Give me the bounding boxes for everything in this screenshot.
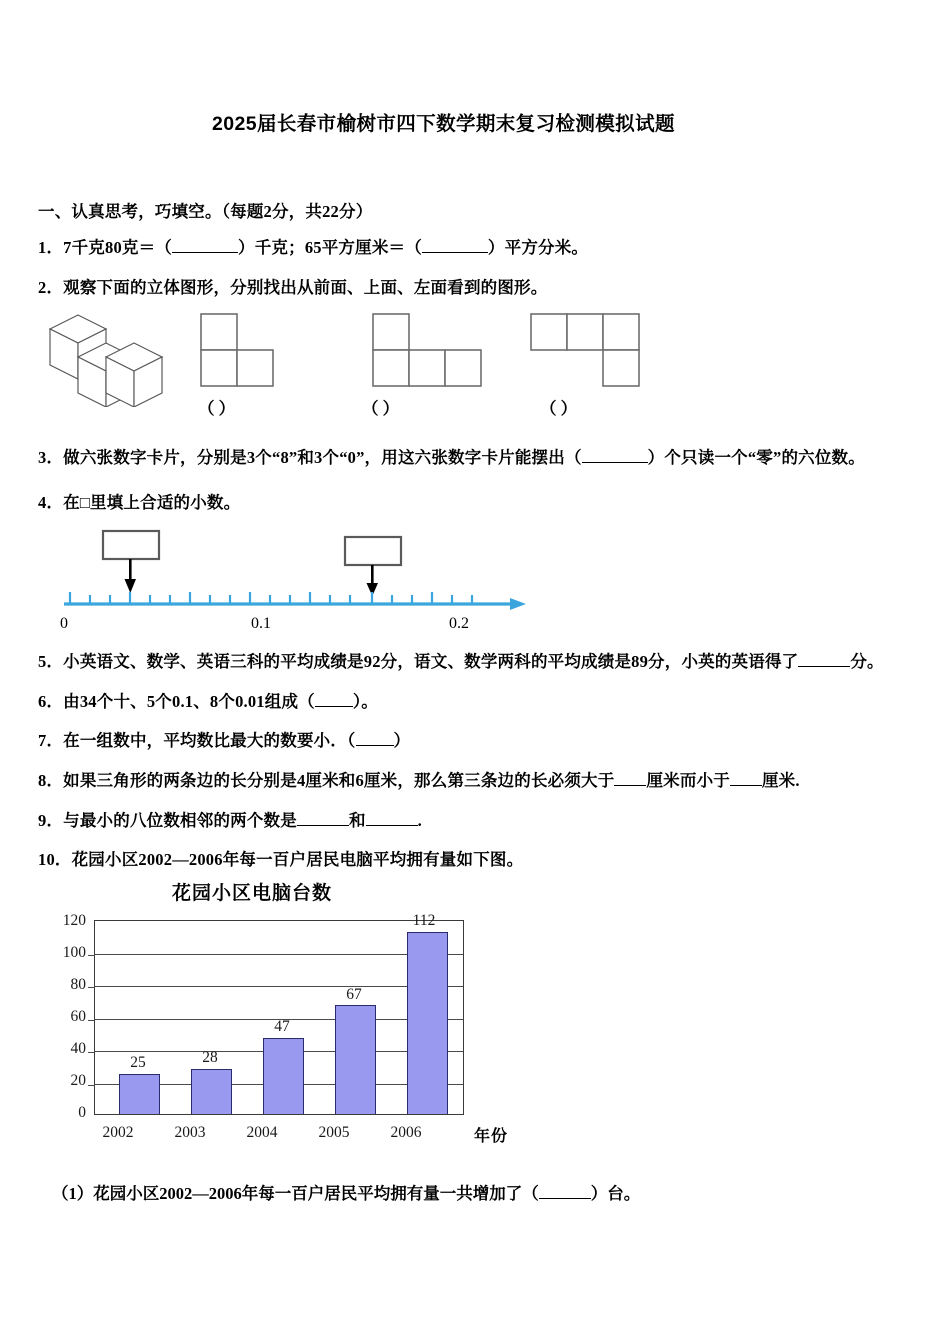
y-tick-20: 20 [70,1072,86,1090]
bar-2006[interactable] [407,932,448,1114]
solid-figure-3d [44,309,214,412]
y-tick-80: 80 [70,976,86,994]
question-6-number: 6． [38,691,64,711]
y-tick-100: 100 [62,944,86,962]
y-tick-60: 60 [70,1008,86,1026]
bar-value-2003: 28 [202,1049,218,1067]
question-5 [0,649,950,676]
question-1-blank-1[interactable] [172,252,238,253]
sub-question-1-text-a: 花园小区2002—2006年每一百户居民平均拥有量一共增加了（ [93,1184,539,1204]
question-3-text-a: 做六张数字卡片，分别是3个“8”和3个“0”，用这六张数字卡片能摆出（ [63,448,582,468]
section-heading: 一、认真思考，巧填空。（每题2分，共22分） [38,202,373,221]
bar-value-2002: 25 [130,1054,146,1072]
computer-count-bar-chart [0,878,950,1168]
question-9-number: 9． [38,810,64,830]
view-option-1-answer[interactable]: （ ） [198,399,236,419]
chart-title: 花园小区电脑台数 [172,883,333,905]
question-9-text-b: 和 [348,810,366,830]
question-2-text: 观察下面的立体图形，分别找出从前面、上面、左面看到的图形。 [63,277,548,297]
question-8 [0,768,950,795]
question-9-blank-1[interactable] [297,825,349,826]
question-3 [0,445,950,472]
question-9 [0,808,950,835]
question-1-text-c: ）平方分米。 [487,238,589,257]
question-9-blank-2[interactable] [366,825,418,826]
y-tick-120: 120 [62,912,86,930]
question-4-text: 在□里填上合适的小数。 [63,493,241,513]
question-1 [0,235,950,262]
numberline-box-1 [103,531,159,559]
question-2-number: 2． [38,277,64,297]
question-8-text-c: 厘米. [761,771,800,791]
bar-value-2005: 67 [346,986,362,1004]
x-axis-label: 年份 [474,1128,509,1146]
question-3-text-b: ）个只读一个“零”的六位数。 [647,448,865,468]
question-8-blank-2[interactable] [730,785,762,786]
numberline-label-01: 0.1 [251,614,271,632]
question-5-blank[interactable] [798,666,850,667]
view-option-1[interactable] [198,311,292,394]
question-10 [0,847,950,874]
question-4-number: 4． [38,493,64,513]
sub-question-1-blank[interactable] [539,1198,591,1199]
y-tick-0: 0 [78,1104,86,1122]
question-7-number: 7． [38,731,64,751]
question-2 [0,275,950,302]
question-5-text-b: 分。 [850,651,884,671]
solid-figure-svg [44,309,214,407]
question-10-text: 花园小区2002—2006年每一百户居民电脑平均拥有量如下图。 [71,850,524,870]
question-1-blank-2[interactable] [422,252,488,253]
question-9-text-c: . [417,810,422,830]
question-9-text-a: 与最小的八位数相邻的两个数是 [63,810,297,830]
question-5-text-a: 小英语文、数学、英语三科的平均成绩是92分，语文、数学两科的平均成绩是89分，小英的英语得了 [63,651,799,671]
view-option-3-answer[interactable]: （ ） [540,399,578,419]
view-option-2-svg [370,311,500,389]
numberline-arrowhead [510,598,526,610]
view-option-2[interactable] [370,311,500,394]
view-option-2-answer[interactable]: （ ） [362,399,400,419]
question-1-number: 1． [38,238,64,257]
question-6-text-b: ）。 [352,691,379,711]
x-tick-2002: 2002 [102,1124,134,1142]
page-title: 2025届长春市榆树市四下数学期末复习检测模拟试题 [212,113,675,135]
numberline-arrow-1 [125,559,137,593]
view-option-3-svg [528,311,658,389]
question-5-number: 5． [38,651,64,671]
bar-value-2006: 112 [412,912,436,930]
question-8-text-b: 厘米而小于 [646,771,730,791]
question-8-number: 8． [38,771,64,791]
question-8-blank-1[interactable] [614,785,646,786]
question-6 [0,689,950,716]
numberline-arrow-2 [367,565,379,596]
numberline-label-02: 0.2 [449,614,469,632]
question-3-blank[interactable] [582,462,648,463]
bar-2002[interactable] [119,1074,160,1115]
y-tick-40: 40 [70,1040,86,1058]
question-10-number: 10． [38,850,72,870]
question-6-text-a: 由34个十、5个0.1、8个0.01组成（ [63,691,315,711]
numberline-box-2 [345,537,401,565]
question-7 [0,728,950,755]
question-4-numberline [0,523,950,643]
view-option-3[interactable] [528,311,658,394]
view-option-1-svg [198,311,292,389]
bar-2005[interactable] [335,1005,376,1114]
question-4 [0,490,950,517]
question-8-text-a: 如果三角形的两条边的长分别是4厘米和6厘米，那么第三条边的长必须大于 [63,771,615,791]
question-6-blank[interactable] [315,706,353,707]
numberline-ticks [70,592,472,604]
question-7-text-a: 在一组数中，平均数比最大的数要小．（ [63,731,356,751]
x-tick-2005: 2005 [318,1124,350,1142]
sub-question-1 [0,1181,950,1208]
sub-question-1-text-b: ）台。 [590,1184,641,1204]
question-7-blank[interactable] [356,745,394,746]
question-1-text-b: ）千克；65平方厘米＝（ [238,238,422,257]
x-tick-2003: 2003 [174,1124,206,1142]
bar-2003[interactable] [191,1069,232,1115]
question-2-figures [0,311,950,423]
x-tick-2006: 2006 [390,1124,422,1142]
bar-2004[interactable] [263,1038,304,1114]
bar-value-2004: 47 [274,1018,290,1036]
x-tick-2004: 2004 [246,1124,278,1142]
question-3-number: 3． [38,448,64,468]
sub-question-1-number: （1） [52,1184,94,1204]
numberline-label-0: 0 [60,614,68,632]
question-7-text-b: ） [393,731,411,751]
question-1-text-a: 7千克80克＝（ [63,238,173,257]
